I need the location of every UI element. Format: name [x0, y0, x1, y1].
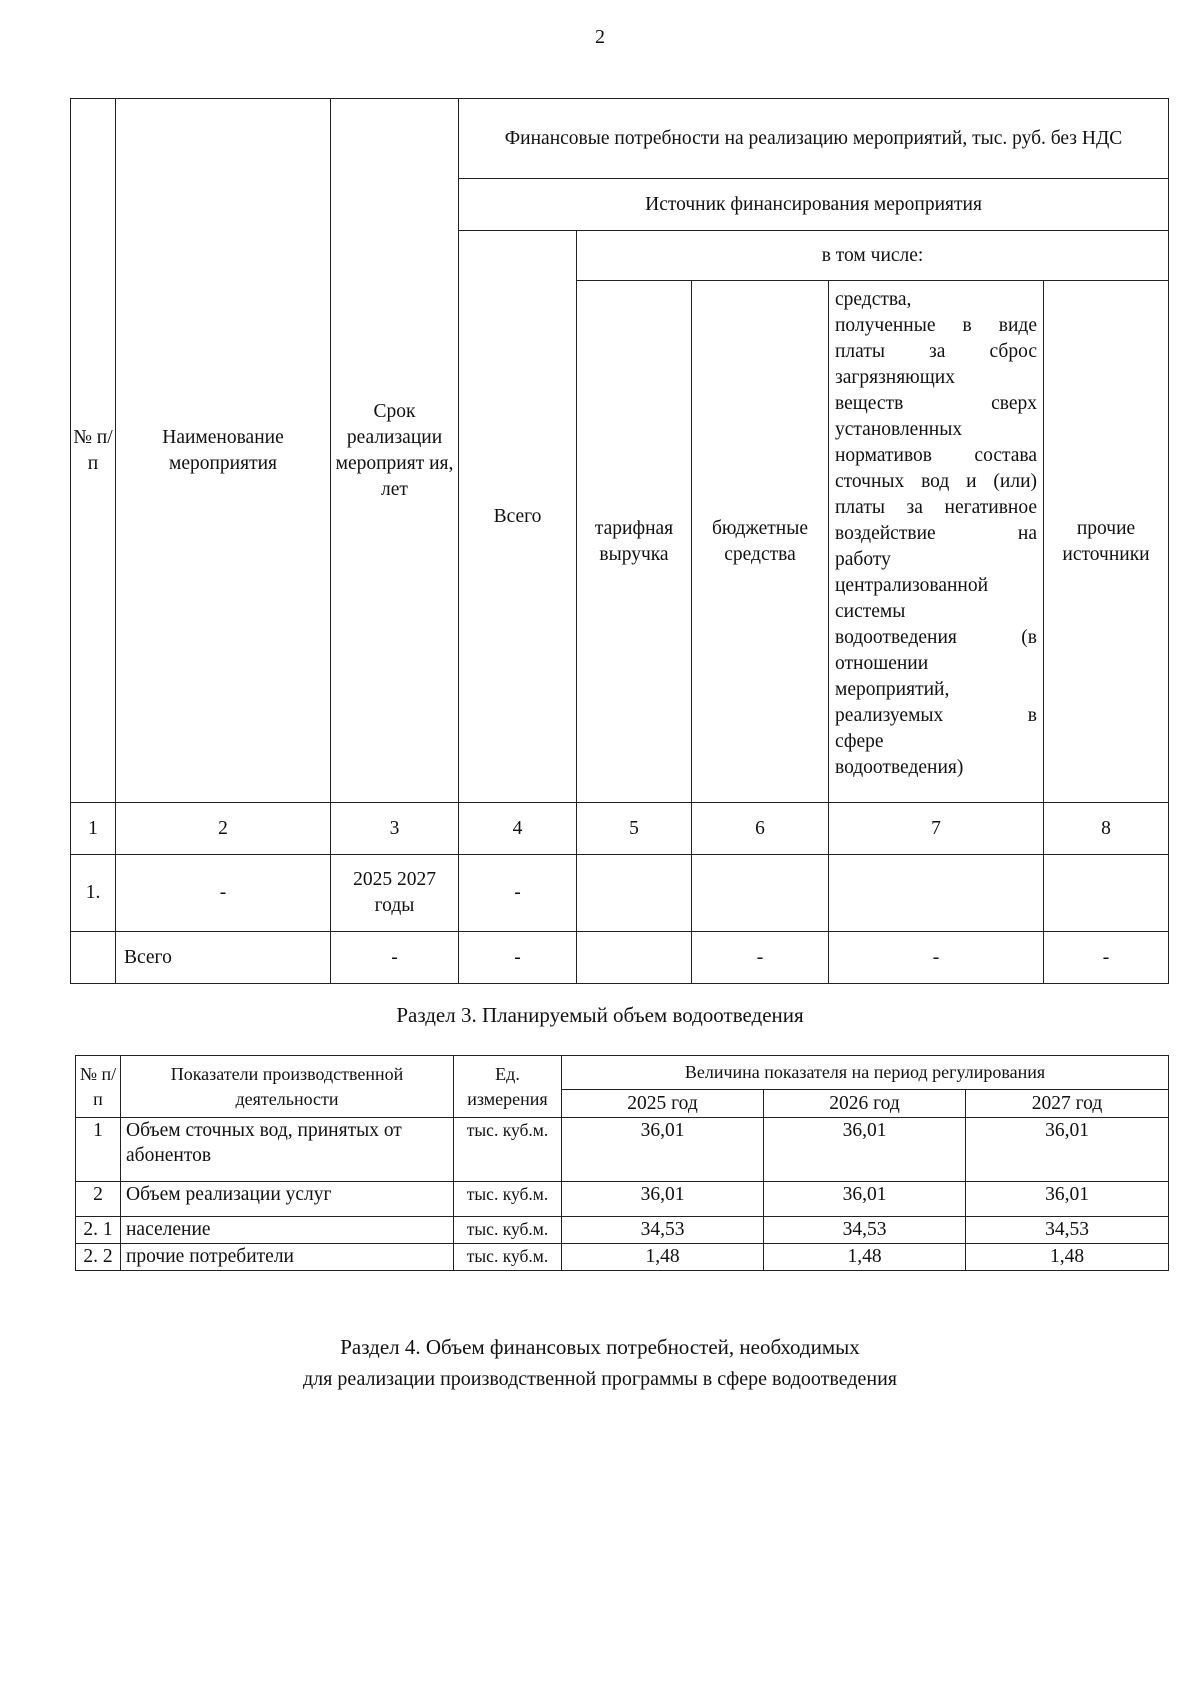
t2-row-value: 36,01 — [966, 1182, 1169, 1217]
t2-row-value: 36,01 — [966, 1118, 1169, 1182]
t2-header-num: № п/п — [76, 1056, 121, 1118]
fees-line: установленных — [835, 419, 963, 440]
t2-row-unit: тыс. куб.м. — [454, 1182, 562, 1217]
t2-row-value: 36,01 — [562, 1118, 764, 1182]
page-number: 2 — [595, 26, 605, 48]
fees-line: водоотведения (в — [835, 627, 1037, 648]
t2-row-unit: тыс. куб.м. — [454, 1118, 562, 1182]
t2-row-value: 1,48 — [562, 1244, 764, 1271]
t2-row-num: 2 — [76, 1182, 121, 1217]
row-budget — [692, 855, 829, 932]
header-term: Срок реализации мероприят ия, лет — [331, 99, 459, 803]
t2-row-unit: тыс. куб.м. — [454, 1244, 562, 1271]
fees-line: платы за негативное — [835, 497, 1037, 518]
t2-row-value: 1,48 — [966, 1244, 1169, 1271]
section-4-title: Раздел 4. Объем финансовых потребностей, необходимых — [340, 1335, 860, 1359]
header-budget-funds: бюджетные средства — [692, 281, 829, 803]
row-term: 2025 2027 годы — [331, 855, 459, 932]
t2-row-value: 34,53 — [764, 1217, 966, 1244]
header-including: в том числе: — [577, 231, 1169, 281]
wastewater-volume-table — [75, 1055, 1169, 1271]
fees-line: мероприятий, — [835, 679, 950, 700]
t2-year: 2025 год — [562, 1090, 764, 1118]
header-num: № п/п — [71, 99, 116, 803]
fees-line: полученные в виде — [835, 315, 1037, 336]
row-total: - — [459, 855, 577, 932]
col-number: 5 — [577, 803, 692, 855]
total-budget: - — [692, 932, 829, 984]
t2-year: 2027 год — [966, 1090, 1169, 1118]
total-num — [71, 932, 116, 984]
total-tariff — [577, 932, 692, 984]
t2-row-num: 2. 1 — [76, 1217, 121, 1244]
row-fees — [829, 855, 1044, 932]
header-total: Всего — [459, 231, 577, 803]
financing-table — [70, 98, 1169, 984]
fees-line: системы — [835, 601, 906, 622]
col-number: 1 — [71, 803, 116, 855]
t2-row-name: Объем реализации услуг — [121, 1182, 454, 1217]
fees-line: воздействие на — [835, 523, 1037, 544]
col-number: 2 — [116, 803, 331, 855]
t2-row-name: население — [121, 1217, 454, 1244]
total-fees: - — [829, 932, 1044, 984]
fees-line: отношении — [835, 653, 929, 674]
t2-row-value: 36,01 — [764, 1182, 966, 1217]
fees-line: платы за сброс — [835, 341, 1037, 362]
col-number: 7 — [829, 803, 1044, 855]
header-name: Наименование мероприятия — [116, 99, 331, 803]
row-name: - — [116, 855, 331, 932]
total-term: - — [331, 932, 459, 984]
section-4-subtitle: для реализации производственной программы в сфере водоотведения — [302, 1368, 898, 1390]
fees-line: централизованной — [835, 575, 989, 596]
fees-line: нормативов состава — [835, 445, 1037, 466]
total-other: - — [1044, 932, 1169, 984]
t2-row-value: 34,53 — [966, 1217, 1169, 1244]
header-funding-source: Источник финансирования мероприятия — [459, 179, 1169, 231]
t2-row-value: 36,01 — [764, 1118, 966, 1182]
header-other-sources: прочие источники — [1044, 281, 1169, 803]
fees-line: веществ сверх — [835, 393, 1037, 414]
header-fees — [829, 281, 1044, 803]
total-total: - — [459, 932, 577, 984]
fees-line: работу — [835, 549, 891, 570]
total-label: Всего — [116, 932, 331, 984]
row-other — [1044, 855, 1169, 932]
fees-line: загрязняющих — [835, 367, 955, 388]
section-3-title: Раздел 3. Планируемый объем водоотведения — [396, 1003, 804, 1027]
fees-line: водоотведения) — [835, 757, 964, 778]
col-number: 6 — [692, 803, 829, 855]
fees-line: сфере — [835, 731, 884, 752]
header-financial-needs: Финансовые потребности на реализацию мероприятий, тыс. руб. без НДС — [459, 99, 1169, 179]
t2-row-name: прочие потребители — [121, 1244, 454, 1271]
row-num: 1. — [71, 855, 116, 932]
t2-row-name: Объем сточных вод, принятых от абонентов — [121, 1118, 454, 1182]
t2-row-value: 36,01 — [562, 1182, 764, 1217]
t2-row-num: 1 — [76, 1118, 121, 1182]
t2-header-value: Величина показателя на период регулирования — [562, 1056, 1169, 1090]
t2-year: 2026 год — [764, 1090, 966, 1118]
col-number: 3 — [331, 803, 459, 855]
fees-line: средства, — [835, 289, 912, 310]
col-number: 8 — [1044, 803, 1169, 855]
fees-line: сточных вод и (или) — [835, 471, 1037, 492]
col-number: 4 — [459, 803, 577, 855]
header-tariff-revenue: тарифная выручка — [577, 281, 692, 803]
fees-line: реализуемых в — [835, 705, 1037, 726]
t2-row-value: 1,48 — [764, 1244, 966, 1271]
t2-row-unit: тыс. куб.м. — [454, 1217, 562, 1244]
t2-header-indicators: Показатели производственной деятельности — [121, 1056, 454, 1118]
t2-header-unit: Ед. измерения — [454, 1056, 562, 1118]
t2-row-num: 2. 2 — [76, 1244, 121, 1271]
row-tariff — [577, 855, 692, 932]
t2-row-value: 34,53 — [562, 1217, 764, 1244]
